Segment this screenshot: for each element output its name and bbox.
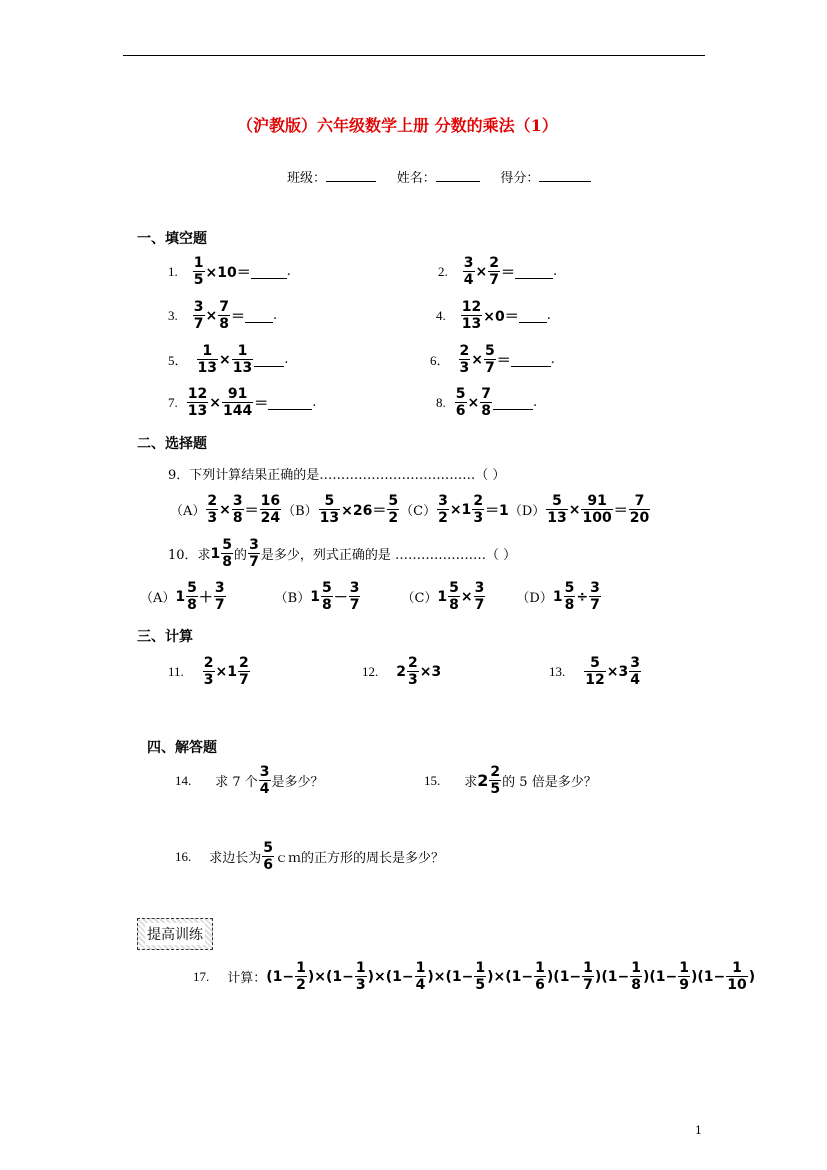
problem-4: 4. $\frac{12}{13}$ ×0＝ . [436,299,551,332]
fraction: $\frac{3}{7}$ [193,299,204,332]
section-fill-heading: 一、填空题 [137,231,207,247]
problem-16: 16. 求边长为 5 6 ｃｍ的正方形的周长是多少？ [175,840,445,873]
q16-text-post: ｃｍ的正方形的周长是多少？ [275,851,445,866]
q16-text-pre: 求边长为 [209,851,262,866]
section-calc-heading: 三、计算 [137,629,193,645]
name-blank[interactable] [436,168,480,182]
problem-7: 7. $\frac{12}{13}$ × $\frac{91}{144}$ ＝ . [168,386,317,419]
problem-number: 17. [193,968,210,984]
problem-8: 8. $\frac{5}{6}$ × $\frac{7}{8}$ . [436,386,538,419]
student-info [287,167,591,186]
q15-text-pre: 求 [464,775,478,790]
name-label: 姓名： [396,171,436,186]
score-blank[interactable] [539,168,591,182]
option-a-label[interactable]: （A） [170,504,206,519]
problem-number: 12. [362,663,379,679]
fraction: $\frac{7}{8}$ [481,386,491,419]
q10-text-mid: 的 [234,548,248,563]
option-d-label[interactable]: （D） [508,504,546,519]
problem-1: 1. $\frac{1}{5}$ ×10＝ . [168,255,291,288]
problem-15: 15. 求 2 2 5 的 5 倍是多少？ [424,764,597,797]
answer-blank[interactable] [254,353,284,367]
problem-number: 11. [168,663,184,679]
fraction: $\frac{7}{8}$ [219,299,229,332]
answer-blank[interactable] [268,396,312,410]
q14-text-pre: 求 7 个 [215,775,258,790]
page-title: （沪教版）六年级数学上册 分数的乘法（1） [237,116,558,135]
problem-number: 4. [436,307,446,323]
option-c-label[interactable]: （C） [401,591,438,606]
fraction: $\frac{12}{13}$ [461,299,482,332]
problem-number: 7. [168,394,178,410]
answer-blank[interactable] [251,265,287,279]
answer-blank[interactable] [245,309,273,323]
option-d-label[interactable]: （D） [516,591,553,606]
problem-number: 3. [168,307,178,323]
problem-12: 12. 2 $\frac{2}{3}$ ×3 [362,655,442,688]
problem-number: 13. [549,663,566,679]
problem-number: 1. [168,263,178,279]
problem-number: 2. [438,263,448,279]
problem-number: 6． [430,353,450,368]
fraction: $\frac{1}{13}$ [197,343,217,376]
class-blank[interactable] [326,168,376,182]
section-answer-heading: 四、解答题 [147,740,217,756]
option-a-label[interactable]: （A） [140,591,176,606]
problem-number: 16. [175,848,192,864]
q10-text-pre: 10．求 [168,548,211,563]
answer-blank[interactable] [493,396,533,410]
problem-number: 15. [424,772,441,788]
fraction: $\frac{2}{7}$ [489,255,499,288]
option-c-label[interactable]: （C） [400,504,437,519]
score-label: 得分： [500,171,540,186]
problem-13: 13. $\frac{5}{12}$ ×3 3 4 [549,655,640,688]
tigao-label: 提高训练 [145,923,205,945]
option-b-label[interactable]: （B） [274,591,311,606]
question-9: 9．下列计算结果正确的是………………………………（ ） [168,468,506,483]
q10-text-post: 是多少，列式正确的是 …………………（ ） [260,548,517,563]
q15-text-post: 的 5 倍是多少？ [502,775,597,790]
section-choice-heading: 二、选择题 [137,436,207,452]
problem-5: 5． $\frac{1}{13}$ × $\frac{1}{13}$ . [168,343,289,376]
problem-3: 3. $\frac{3}{7}$ × $\frac{7}{8}$ ＝ . [168,299,278,332]
tigao-badge [137,918,213,950]
q17-label: 计算： [227,971,267,986]
problem-6: 6． $\frac{2}{3}$ × $\frac{5}{7}$ ＝ . [430,343,555,376]
question-10-options: （A） 1 5 8 ＋ 3 7 （B） 1 5 8 － 3 7 （C） 1 $\frac{5}{8}$ × $\frac{3}{7}$ （D） 1 $\frac{5}{8}$ ÷ $\frac{3}{7}$ [140,580,600,613]
problem-number: 14. [175,772,192,788]
page-number: 1 [695,1124,702,1137]
fraction: $\frac{91}{144}$ [222,386,253,419]
problem-2: 2. $\frac{3}{4}$ × $\frac{2}{7}$ ＝ . [438,255,558,288]
problem-17: 17. 计算： (1− $\frac{1}{2}$ )×(1− $\frac{1}{3}$ )×(1− $\frac{1}{4}$ )×(1− $\frac{1}{5}$ )×(1− $\frac{1}{6}$ )(1− $\frac{1}{7}$ )(1− $\frac{1}{8}$ )(1− $\frac{1}{9}$ )(1− $\frac{1}{10}$ ) [193,960,756,993]
fraction: $\frac{1}{5}$ [193,255,204,288]
answer-blank[interactable] [519,309,547,323]
fraction: $\frac{5}{6}$ [455,386,466,419]
header-rule [123,55,705,56]
answer-blank[interactable] [511,353,551,367]
answer-blank[interactable] [515,265,553,279]
problem-11: 11. $\frac{2}{3}$ ×1 2 7 [168,655,249,688]
problem-number: 5． [168,353,188,368]
question-10: 10．求 1 5 8 的 3 7 是多少，列式正确的是 …………………（ ） [168,537,517,570]
fraction: $\frac{2}{3}$ [459,343,470,376]
class-label: 班级： [287,171,327,186]
question-9-options: （A） $\frac{2}{3}$ × $\frac{3}{8}$ ＝ 16 24 （B） $\frac{5}{13}$ ×26＝ 5 2 （C） $\frac{3}{2}$ ×1 2 3 ＝1 （D） $\frac{5}{13}$ × $\frac{91}{100}$ ＝ 7 20 [170,493,650,526]
q14-text-post: 是多少？ [271,775,324,790]
option-b-label[interactable]: （B） [282,504,318,519]
problem-14: 14. 求 7 个 3 4 是多少？ [175,764,324,797]
fraction: $\frac{3}{4}$ [463,255,474,288]
fraction: $\frac{5}{7}$ [485,343,495,376]
fraction: $\frac{1}{13}$ [232,343,253,376]
problem-number: 8. [436,394,446,410]
fraction: $\frac{12}{13}$ [187,386,208,419]
